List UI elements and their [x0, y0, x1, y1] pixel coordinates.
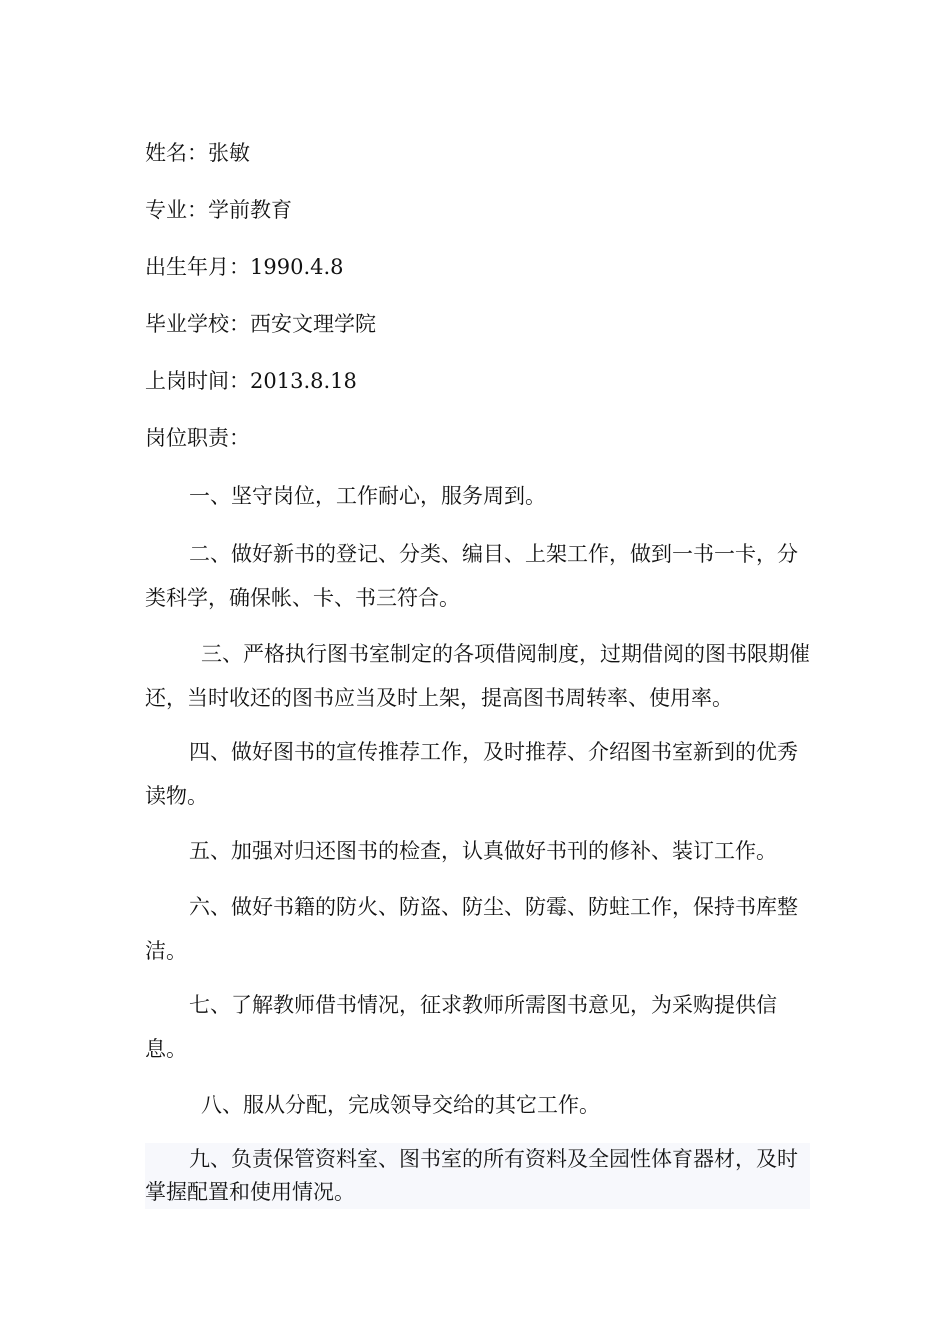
duty-item-7: 七、了解教师借书情况，征求教师所需图书意见，为采购提供信息。	[145, 993, 777, 1061]
duty-item-9: 九、负责保管资料室、图书室的所有资料及全园性体育器材，及时掌握配置和使用情况。	[145, 1143, 810, 1209]
graduate-school-line: 毕业学校：西安文理学院	[145, 312, 376, 336]
major-line: 专业：学前教育	[145, 198, 292, 222]
duty-item-3: 三、严格执行图书室制定的各项借阅制度，过期借阅的图书限期催还，当时收还的图书应当及时上架，提高图书周转率、使用率。	[145, 642, 810, 710]
duty-item-1: 一、坚守岗位，工作耐心，服务周到。	[189, 484, 546, 508]
duty-item-6: 六、做好书籍的防火、防盗、防尘、防霉、防蛀工作，保持书库整洁。	[145, 895, 798, 963]
duty-item-8: 八、服从分配，完成领导交给的其它工作。	[201, 1093, 600, 1117]
duty-item-5: 五、加强对归还图书的检查，认真做好书刊的修补、装订工作。	[189, 839, 777, 863]
birth-date-line: 出生年月：1990.4.8	[145, 255, 344, 279]
name-line: 姓名：张敏	[145, 141, 250, 165]
duty-item-2: 二、做好新书的登记、分类、编目、上架工作，做到一书一卡，分类科学，确保帐、卡、书三符合。	[145, 542, 798, 610]
start-date-line: 上岗时间：2013.8.18	[145, 369, 357, 393]
duty-item-4: 四、做好图书的宣传推荐工作，及时推荐、介绍图书室新到的优秀读物。	[145, 740, 798, 808]
duties-heading: 岗位职责：	[145, 426, 250, 450]
